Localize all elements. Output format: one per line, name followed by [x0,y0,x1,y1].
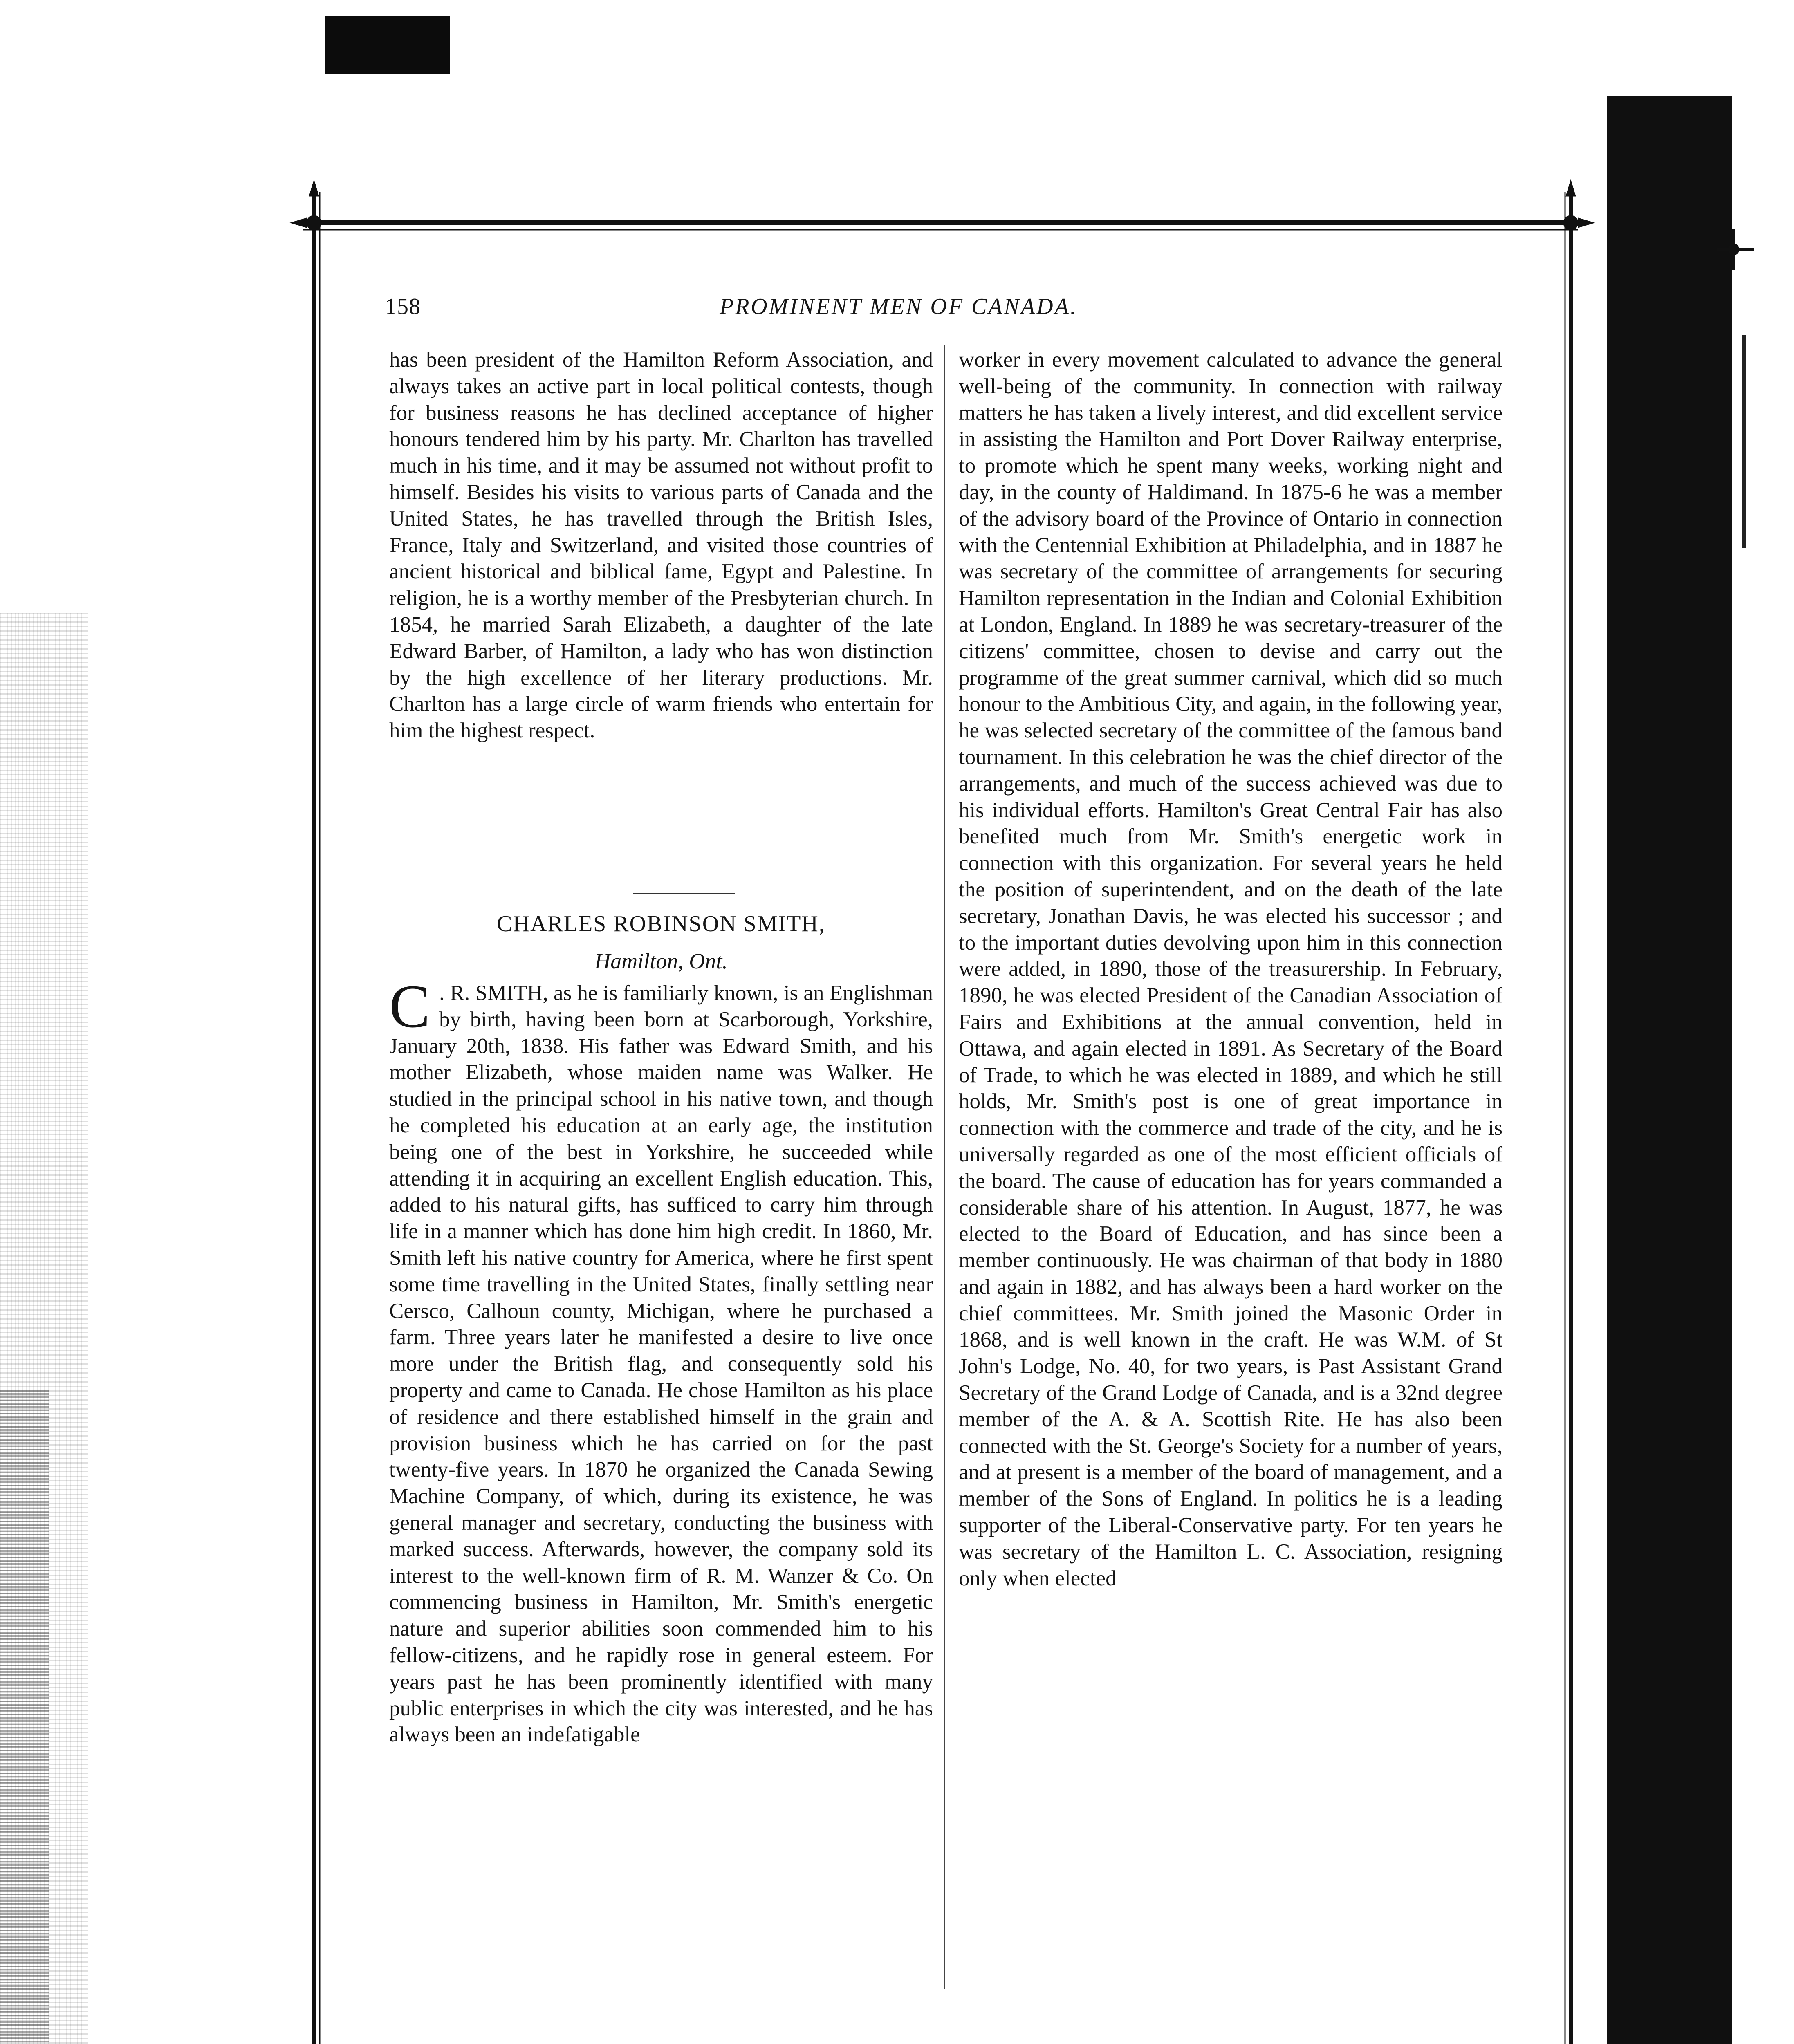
paragraph-charlton-continued: has been president of the Hamilton Reform Association, and always takes an active part in local political contests, though for business reasons he has declined acceptance of higher honours tendered him by his party. Mr. Charlton has travelled much in his time, and it may be assumed not without profit to himself. Besides his visits to various parts of Canada and the United States, he has travelled through the British Isles, France, Italy and Switzerland, and visited those countries of ancient historical and biblical fame, Egypt and Palestine. In religion, he is a worthy member of the Presbyterian church. In 1854, he married Sarah Elizabeth, a daughter of the late Edward Barber, of Hamilton, a lady who has won distinction by the high excellence of her literary productions. Mr. Charlton has a large circle of warm friends who entertain for him the highest respect. [389,348,933,743]
left-column-continuation [389,347,933,744]
section-divider [633,893,735,894]
article-body-right [959,347,1502,1591]
drop-cap: C [389,973,431,1040]
page-number: 158 [385,294,421,319]
paragraph-smith-start: . R. SMITH, as he is familiarly known, is an Englishman by birth, having been born at Scarborough, Yorkshire, January 20th, 1838. His father was Edward Smith, and his mother Elizabeth, whose maiden name was Walker. He studied in the principal school in his native town, and though he completed his education at an early age, the institution being one of the best in Yorkshire, he succeeded while attending it in acquiring an excellent English education. This, added to his natural gifts, has sufficed to carry him through life in a manner which has done him high credit. In 1860, Mr. Smith left his native country for America, where he first spent some time travelling in the United States, finally settling near Cersco, Calhoun county, Michigan, where he purchased a farm. Three years later he manifested a desire to live once more under the British flag, and consequently sold his property and came to Canada. He chose Hamilton as his place of residence and there established himself in the grain and provision business which he has carried on for the past twenty-five years. In 1870 he organized the Canada Sewing Machine Company, of which, during its existence, he was general manager and secretary, conducting the business with marked success. Afterwards, however, the company sold its interest to the well-known firm of R. M. Wanzer & Co. On commencing business in Hamilton, Mr. Smith's energetic nature and superior abilities soon commended him to his fellow-citizens, and he rapidly rose in general esteem. For years past he has been prominently identified with many public enterprises in which the city was interested, and he has always been an indefatigable [389,981,933,1747]
paragraph-smith-continued: worker in every movement calculated to advance the general well-being of the community. In connection with railway matters he has taken a lively interest, and did excellent service in assisting the Hamilton and Port Dover Railway enterprise, to promote which he spent many weeks, working night and day, in the county of Haldimand. In 1875-6 he was a member of the advisory board of the Province of Ontario in connection with the Centennial Exhibition at Philadelphia, and in 1887 he was secretary of the committee of arrangements for securing Hamilton representation in the Indian and Colonial Exhibition at London, England. In 1889 he was secretary-treasurer of the citizens' committee, chosen to devise and carry out the programme of the great summer carnival, which did so much honour to the Ambitious City, and again, in the following year, he was selected secretary of the committee of the famous band tournament. In this celebration he was the chief director of the arrangements, and much of the success achieved was due to his individual efforts. Hamilton's Great Central Fair has also benefited much from Mr. Smith's energetic work in connection with this organization. For several years he held the position of superintendent, and on the death of the late secretary, Jonathan Davis, he was elected his successor ; and to the important duties devolving upon him in this connection were added, in 1890, those of the treasurership. In February, 1890, he was elected President of the Canadian Association of Fairs and Exhibitions at the annual convention, held in Ottawa, and again elected in 1891. As Secretary of the Board of Trade, to which he was elected in 1889, and which he still holds, Mr. Smith's post is one of great importance in connection with the commerce and trade of the city, and he is universally regarded as one of the most efficient officials of the board. The cause of education has for years commanded a considerable share of his attention. In August, 1877, he was elected to the Board of Education, and has since been a member continuously. He was chairman of that body in 1880 and again in 1882, and has always been a hard worker on the chief committees. Mr. Smith joined the Masonic Order in 1868, and is well known in the craft. He was W.M. of St John's Lodge, No. 40, for two years, is Past Assistant Grand Secretary of the Grand Lodge of Canada, and is a 32nd degree member of the A. & A. Scottish Rite. He has also been connected with the St. George's Society for a number of years, and at present is a member of the board of management, and a member of the Sons of England. In politics he is a leading supporter of the Liberal-Conservative party. For ten years he was secretary of the Hamilton L. C. Association, resigning only when elected [959,348,1502,1590]
column-divider [944,345,945,1989]
article-subheading: Hamilton, Ont. [594,949,728,973]
running-head: PROMINENT MEN OF CANADA. [720,294,1078,319]
article-body-left [389,973,933,1748]
article-heading: CHARLES ROBINSON SMITH, [497,911,825,937]
